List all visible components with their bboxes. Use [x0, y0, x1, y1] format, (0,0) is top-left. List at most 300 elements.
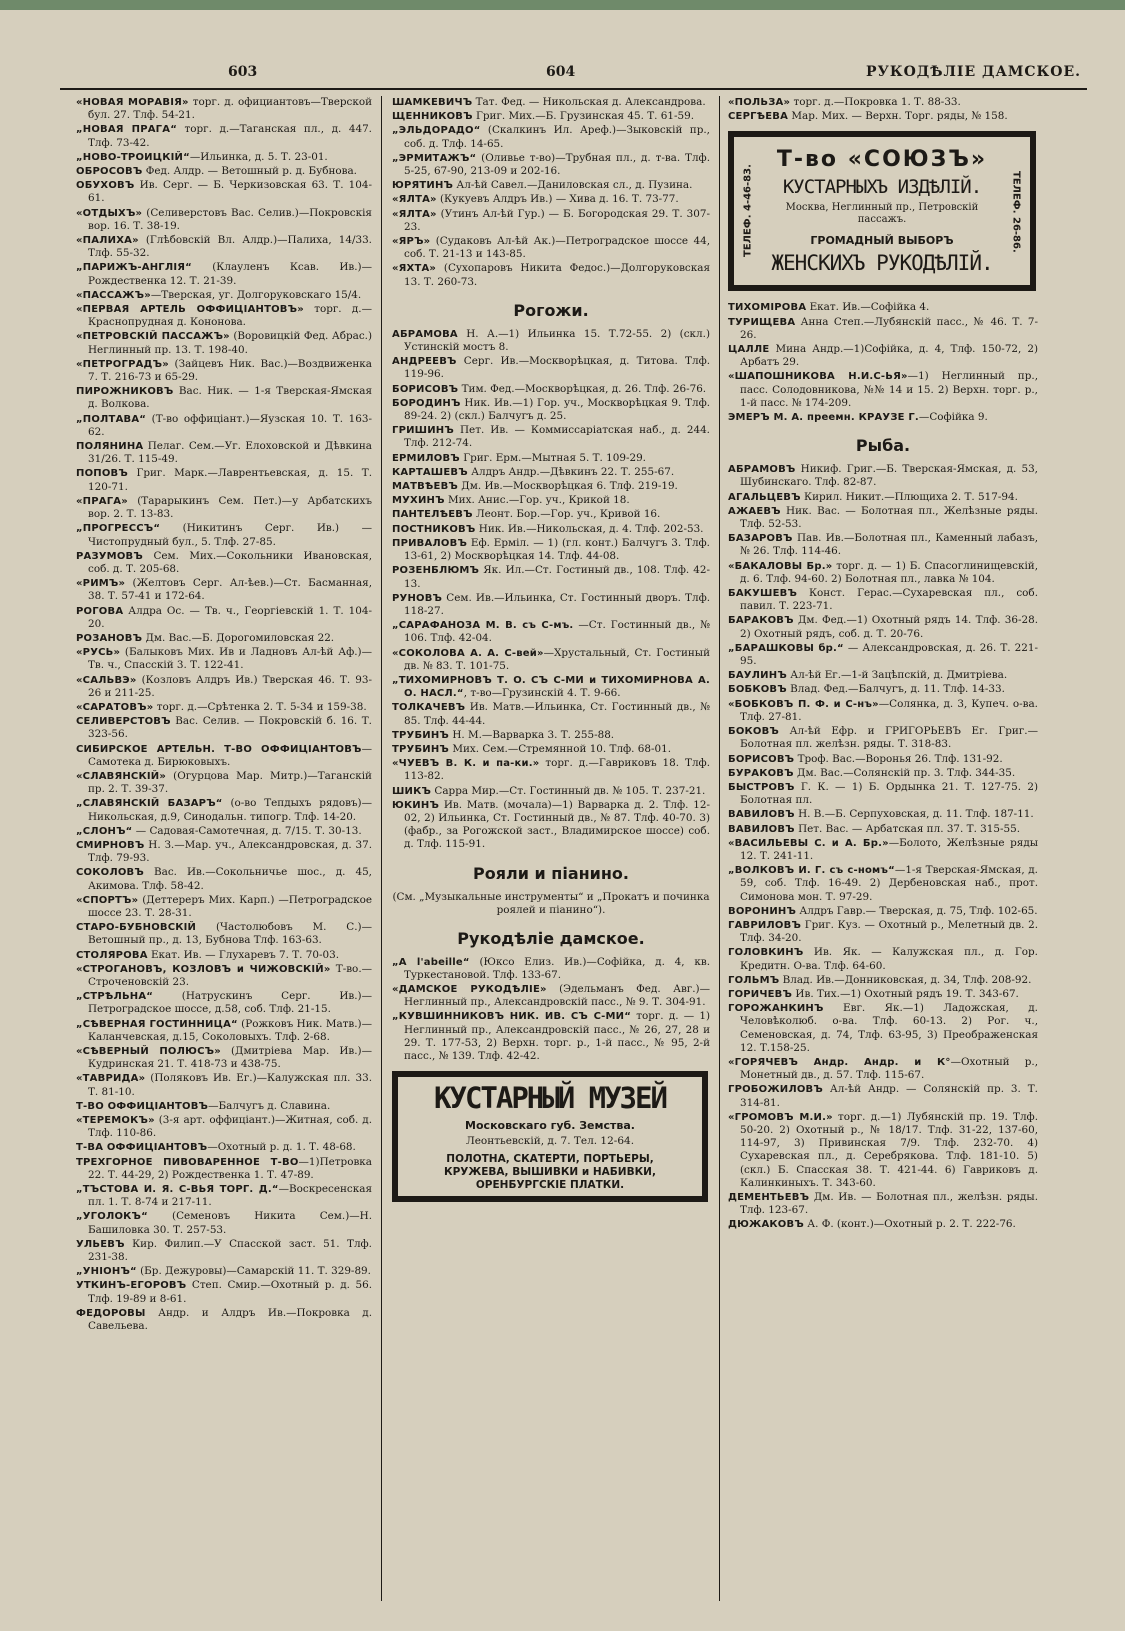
directory-entry	[76, 797, 372, 823]
directory-entry	[392, 729, 710, 742]
entry-name: БОРИСОВЪ	[392, 383, 459, 395]
directory-entry	[392, 328, 710, 354]
entry-name: ВАВИЛОВЪ	[728, 809, 795, 821]
directory-entry	[392, 592, 710, 618]
entry-name: СОКОЛОВЪ	[76, 867, 144, 879]
section-heading-needlework: Рукодѣліе дамское.	[457, 928, 645, 948]
directory-entry	[728, 96, 1038, 109]
entry-name: «ПОЛЬЗА»	[728, 97, 791, 108]
entry-name: „СѢВЕРНАЯ ГОСТИННИЦА“	[76, 1018, 238, 1030]
entry-name: ТРУБИНЪ	[392, 743, 450, 755]
ad-subtitle: КУСТАРНЫХЪ ИЗДѢЛІЙ.	[782, 176, 982, 199]
directory-entry	[76, 839, 372, 865]
directory-entry	[76, 963, 372, 989]
entry-details: Ив. Серг. — Б. Черкизовская 63. Т. 104-61.	[88, 179, 372, 205]
page-header	[60, 62, 1087, 90]
directory-entry	[76, 96, 372, 122]
directory-entry	[76, 151, 372, 164]
entry-details: —Ильинка, д. 5. Т. 23-01.	[189, 150, 328, 163]
entries-needlework-top	[728, 96, 1038, 123]
entry-details: Ив. Матв.—Ильинка, Ст. Гостинный дв., № 85. Тлф. 44-44.	[404, 701, 710, 727]
entry-details: Пет. Вас. — Арбатская пл. 37. Т. 315-55.	[794, 822, 1021, 835]
entry-name: УЛЬЕВЪ	[76, 1238, 125, 1250]
entry-name: «СПОРТЪ»	[76, 894, 139, 906]
entry-name: „A l'abeille“	[392, 956, 470, 968]
directory-entry	[76, 234, 372, 260]
directory-entry	[392, 674, 710, 700]
ad-phone-left: ТЕЛЕФ. 4-46-83.	[742, 164, 754, 258]
directory-entry	[728, 614, 1038, 640]
entry-details: —1-я Тверская-Ямская, д. 59, соб. Тлф. 16-49. 2) Дербеновская наб., прот. Симонова мон. Т. 97-29.	[740, 864, 1038, 903]
ad-phone-right: ТЕЛЕФ. 26-86.	[1010, 170, 1022, 253]
cross-reference-note: (См. „Музыкальные инструменты“ и „Прокатъ и починка роялей и піанино“).	[392, 890, 710, 916]
entry-details: Григ. Куз. — Охотный р., Мелетный дв. 2. Тлф. 34-20.	[740, 918, 1038, 945]
directory-entry	[728, 642, 1038, 668]
directory-entry	[76, 1238, 372, 1264]
entry-details: Мина Андр.—1)Софійка, д. 4, Тлф. 150-72, 2) Арбатъ 29.	[740, 343, 1038, 369]
entries-needlework-rest	[728, 301, 1038, 424]
directory-entry	[728, 370, 1038, 410]
directory-entry	[392, 110, 710, 123]
entry-details: Мар. Мих. — Верхн. Торг. ряды, № 158.	[788, 110, 1008, 123]
entry-name: «ПЕТРОГРАДЪ»	[76, 358, 169, 370]
directory-entry	[728, 919, 1038, 945]
directory-entry	[392, 480, 710, 493]
advertisement-soyuz	[728, 131, 1036, 291]
directory-entry	[728, 532, 1038, 558]
entry-name: «ДАМСКОЕ РУКОДѢЛІЕ»	[392, 983, 547, 995]
column-middle	[392, 96, 710, 1601]
entry-details: Екат. Ив. — Глухаревъ 7. Т. 70-03.	[147, 948, 340, 961]
entry-name: ГРИШИНЪ	[392, 425, 454, 437]
entry-name: БЫСТРОВЪ	[728, 781, 795, 793]
entry-name: БУРАКОВЪ	[728, 767, 794, 779]
directory-entry	[76, 1183, 372, 1209]
entry-details: (Рожковъ Ник. Матв.)—Каланчевская, д.15, Соколовыхъ. Тлф. 2-68.	[88, 1017, 372, 1043]
page-number: 604	[546, 64, 576, 80]
entry-details: (Скалкинъ Ил. Ареф.)—Зыковскій пр., соб. д. Тлф. 14-65.	[404, 124, 710, 150]
entry-details: Влад. Фед.—Балчугъ, д. 11. Тлф. 14-33.	[786, 683, 1005, 696]
entry-details: (Семеновъ Никита Сем.)—Н. Башиловка 30. Т. 257-53.	[88, 1210, 372, 1236]
entry-details: Никиф. Григ.—Б. Тверская-Ямская, д. 53, Шубинскаго. Тлф. 82-87.	[740, 463, 1038, 489]
entry-name: ТУРИЩЕВА	[728, 316, 796, 328]
entry-details: Сарра Мир.—Ст. Гостинный дв. № 105. Т. 237-21.	[431, 784, 706, 797]
entry-name: „ЭЛЬДОРАДО“	[392, 125, 481, 137]
section-heading-rogozhi: Рогожи.	[513, 300, 589, 320]
entry-name: «СЛАВЯНСКІЙ»	[76, 770, 166, 782]
entry-details: Пав. Ив.—Болотная пл., Каменный лабазъ, № 26. Тлф. 114-46.	[740, 532, 1038, 558]
directory-entry	[76, 743, 372, 769]
directory-entry	[76, 179, 372, 205]
ad-title: КУСТАРНЫЙ МУЗЕЙ	[434, 1081, 666, 1116]
entry-details: —Ст. Гостинный дв., № 106. Тлф. 42-04.	[404, 619, 710, 645]
directory-entry	[728, 698, 1038, 724]
left-page-number: 603	[228, 64, 258, 80]
entry-name: ВОРОНИНЪ	[728, 905, 797, 917]
entry-details: Серг. Ив.—Москворѣцкая, д. Титова. Тлф. 119-96.	[404, 355, 710, 381]
entry-name: ГОЛЬМЪ	[728, 974, 780, 986]
entry-details: Ив. Як. — Калужская пл., д. Гор. Кредитн. О-ва. Тлф. 64-60.	[740, 946, 1038, 972]
entries-fish	[728, 463, 1038, 1231]
entry-name: «ПЕРВАЯ АРТЕЛЬ ОФФИЦІАНТОВЪ»	[76, 304, 304, 316]
entry-details: (Сухопаровъ Никита Федос.)—Долгоруковская 13. Т. 260-73.	[404, 262, 710, 288]
entry-details: Кирил. Никит.—Плющиха 2. Т. 517-94.	[800, 490, 1018, 503]
entry-name: Т-ВА ОФФИЦІАНТОВЪ	[76, 1142, 208, 1154]
entry-details: (о-во Тепдыхъ рядовъ)—Никольская, д.9, Синодальн. типогр. Тлф. 14-20.	[88, 797, 372, 823]
entry-name: РОЗЕНБЛЮМЪ	[392, 565, 480, 577]
directory-entry	[76, 261, 372, 287]
entry-name: ФЕДОРОВЫ	[76, 1307, 146, 1319]
entry-name: «САРАТОВЪ»	[76, 701, 154, 713]
entry-name: «ТАВРИДА»	[76, 1073, 146, 1085]
entry-name: ПОСТНИКОВЪ	[392, 523, 476, 535]
entry-name: «ПЕТРОВСКІЙ ПАССАЖЪ»	[76, 331, 230, 343]
entry-name: «ТЕРЕМОКЪ»	[76, 1115, 155, 1127]
entry-details: Ал-ѣй Андр. — Солянскій пр. 3. Т. 314-81.	[740, 1083, 1038, 1109]
entry-name: «БАКАЛОВЫ Бр.»	[728, 560, 833, 572]
entry-details: торг. д.—Краснопрудная д. Кононова.	[88, 303, 372, 329]
entry-name: ШИКЪ	[392, 785, 432, 797]
entry-details: Влад. Ив.—Донниковская, д. 34, Тлф. 208-92.	[779, 973, 1032, 986]
entry-details: (Зайцевъ Ник. Вас.)—Воздвиженка 7. Т. 216-73 и 65-29.	[88, 357, 372, 384]
entry-details: Дм. Фед.—1) Охотный рядъ 14. Тлф. 36-28. 2) Охотный рядъ, соб. д. Т. 20-76.	[740, 614, 1038, 640]
entry-name: „НОВАЯ ПРАГА“	[76, 124, 177, 136]
directory-entry	[76, 866, 372, 892]
directory-entry	[76, 577, 372, 603]
entry-name: ГРОБОЖИЛОВЪ	[728, 1084, 823, 1096]
directory-entry	[76, 1072, 372, 1098]
directory-entry	[728, 343, 1038, 369]
entry-name: «ЯЛТА»	[392, 194, 437, 206]
directory-entry	[76, 1045, 372, 1071]
directory-entry	[728, 837, 1038, 863]
entry-details: Алдръ Андр.—Дѣвкинъ 22. Т. 255-67.	[467, 465, 675, 478]
directory-entry	[728, 505, 1038, 531]
entry-details: (Оливье т-во)—Трубная пл., д. т-ва. Тлф. 5-25, 67-90, 213-09 и 202-16.	[404, 151, 710, 178]
entry-details: — Садовая-Самотечная, д. 7/15. Т. 30-13.	[132, 824, 362, 837]
entry-name: «ЯРЪ»	[392, 236, 431, 248]
entry-details: —Самотека д. Бирюковыхъ.	[88, 742, 372, 768]
directory-entry	[728, 669, 1038, 682]
entry-details: А. Ф. (конт.)—Охотный р. 2. Т. 222-76.	[803, 1218, 1016, 1231]
entry-name: „ТИХОМИРНОВЪ Т. О. СЪ С-МИ и ТИХОМИРНОВА А. О. НАСЛ.“	[392, 674, 710, 700]
entry-name: «ПРАГА»	[76, 495, 128, 507]
directory-entry	[76, 1100, 372, 1113]
entry-details: — Александровская, д. 26. Т. 221-95.	[740, 641, 1038, 668]
entry-name: СТОЛЯРОВА	[76, 949, 148, 961]
entry-name: «ВАСИЛЬЕВЫ С. и А. Бр.»	[728, 837, 889, 849]
entry-details: Леонт. Бор.—Гор. уч., Кривой 16.	[472, 508, 661, 521]
entry-details: торг. д. — 1) Неглинный пр., Александровскій пасс., № 26, 27, 28 и 29. Т. 177-53, 2) Верхн. торг. р., 1-й пасс., № 95, 2-й пасс., № 139. Тлф. 42-42.	[404, 1010, 710, 1062]
entry-name: „ПОЛТАВА“	[76, 413, 147, 425]
entry-details: (Никитинъ Серг. Ив.) — Чистопрудный бул., 5. Тлф. 27-85.	[88, 522, 372, 548]
entry-name: ОБУХОВЪ	[76, 180, 135, 192]
entry-name: БОБКОВЪ	[728, 684, 787, 696]
entry-details: Андр. и Алдръ Ив.—Покровка д. Савельева.	[88, 1306, 372, 1333]
entry-details: Пет. Ив. — Коммиссаріатская наб., д. 244. Тлф. 212-74.	[404, 424, 710, 450]
entry-details: Ив. Тих.—1) Охотный рядъ 19. Т. 343-67.	[792, 987, 1019, 1000]
directory-entry	[728, 316, 1038, 342]
ad-subtitle: Московскаго губ. Земства.	[465, 1119, 635, 1133]
entry-name: ГАВРИЛОВЪ	[728, 919, 802, 931]
entry-details: Фед. Алдр. — Ветошный р. д. Бубнова.	[142, 165, 357, 178]
entry-details: (Желтовъ Серг. Ал-ѣев.)—Ст. Басманная, 38. Т. 57-41 и 172-64.	[88, 577, 372, 603]
directory-entry	[728, 1111, 1038, 1190]
entry-details: —Софійка 9.	[918, 411, 988, 424]
entry-name: «ГРОМОВЪ М.И.»	[728, 1111, 833, 1123]
entry-name: ТОЛКАЧЕВЪ	[392, 702, 466, 714]
entry-name: ПИРОЖНИКОВЪ	[76, 386, 174, 398]
directory-entry	[392, 523, 710, 536]
entry-details: Григ. Ерм.—Мытная 5. Т. 109-29.	[459, 451, 646, 464]
entry-name: БАКУШЕВЪ	[728, 588, 798, 600]
entry-name: ГОРИЧЕВЪ	[728, 988, 793, 1000]
entry-name: ДЮЖАКОВЪ	[728, 1219, 804, 1231]
entry-details: Степ. Смир.—Охотный р. д. 56. Тлф. 19-89 и 8-61.	[88, 1279, 372, 1305]
directory-entry	[76, 605, 372, 631]
directory-entry	[392, 983, 710, 1009]
entry-details: Алдра Ос. — Тв. ч., Георгіевскій 1. Т. 104-20.	[88, 604, 372, 630]
entry-details: Конст. Герас.—Сухаревская пл., соб. павил. Т. 223-71.	[740, 587, 1038, 613]
entry-name: «ЯЛТА»	[392, 208, 437, 220]
running-head: РУКОДѢЛІЕ ДАМСКОЕ.	[865, 64, 1081, 80]
entry-details: (Козловъ Алдръ Ив.) Тверская 46. Т. 93-26 и 211-25.	[88, 673, 372, 699]
entry-details: (Поляковъ Ив. Ег.)—Калужская пл. 33. Т. 81-10.	[88, 1072, 372, 1098]
entry-name: БАУЛИНЪ	[728, 670, 787, 682]
entries-needlework	[392, 956, 710, 1064]
entry-details: —Солянка, д. 3, Купеч. о-ва. Тлф. 27-81.	[740, 697, 1038, 723]
directory-entry	[392, 124, 710, 150]
directory-entry	[76, 303, 372, 329]
directory-entry	[728, 587, 1038, 613]
directory-entry	[728, 946, 1038, 972]
directory-entry	[728, 905, 1038, 918]
entry-details: (Глѣбовскій Вл. Алдр.)—Палиха, 14/33. Тлф. 55-32.	[88, 234, 372, 260]
directory-entry	[728, 1218, 1038, 1231]
directory-entry	[392, 452, 710, 465]
entry-details: Дм. Ив.—Москворѣцкая 6. Тлф. 219-19.	[458, 480, 678, 493]
entry-name: КАРТАШЕВЪ	[392, 466, 468, 478]
entry-name: „САРАФАНОЗА М. В. съ С-мъ.	[392, 620, 574, 632]
entry-name: «ГОРЯЧЕВЪ Андр. Андр. и К°	[728, 1056, 951, 1068]
directory-entry	[392, 619, 710, 645]
entry-details: (Клауленъ Ксав. Ив.)—Рождественка 12. Т. 21-39.	[88, 261, 372, 287]
entry-details: Еф. Ерміл. — 1) (гл. конт.) Балчугъ 3. Тлф. 13-61, 2) Москворѣцкая 14. Тлф. 44-08.	[404, 536, 710, 563]
advertisement-museum	[392, 1071, 708, 1202]
entry-details: Сем. Мих.—Сокольники Ивановская, соб. д. Т. 205-68.	[88, 549, 372, 575]
directory-entry	[392, 956, 710, 982]
directory-entry	[76, 207, 372, 233]
directory-entry	[728, 110, 1038, 123]
entry-details: Троф. Вас.—Воронья 26. Тлф. 131-92.	[794, 752, 1003, 765]
entry-details: (Частолюбовъ М. С.)—Ветошный пр., д. 13, Бубнова Тлф. 163-63.	[88, 921, 372, 947]
entry-details: торг. д.—Покровка 1. Т. 88-33.	[790, 96, 961, 108]
directory-entry	[76, 330, 372, 356]
entry-details: торг. д.—Гавриковъ 18. Тлф. 113-82.	[404, 757, 710, 783]
entry-name: «СТРОГАНОВЪ, КОЗЛОВЪ и ЧИЖОВСКІЙ»	[76, 963, 331, 975]
entry-details: (Эдельманъ Фед. Авг.)—Неглинный пр., Александровскій пасс., № 9. Т. 304-91.	[404, 982, 710, 1009]
entry-name: «БОБКОВЪ П. Ф. и С-нъ»	[728, 698, 879, 710]
entry-details: (Деттереръ Мих. Карп.) —Петроградское шоссе 23. Т. 28-31.	[88, 893, 372, 919]
entry-details: Ал-ѣй Ег.—1-й Зацѣпскій, д. Дмитріева.	[786, 669, 1008, 682]
entry-name: БАЗАРОВЪ	[728, 533, 793, 545]
entry-name: СЕЛИВЕРСТОВЪ	[76, 716, 171, 728]
entry-name: «ЧУЕВЪ В. К. и па-ки.»	[392, 758, 540, 770]
directory-entry	[76, 674, 372, 700]
entry-name: „ПАРИЖЪ-АНГЛІЯ“	[76, 262, 192, 274]
directory-entry	[392, 466, 710, 479]
directory-entry	[76, 495, 372, 521]
column-restaurants	[76, 96, 372, 1601]
entry-details: Г. К. — 1) Б. Ордынка 21. Т. 127-75. 2) Болотная пл.	[740, 780, 1038, 807]
entry-name: „СЛОНЪ“	[76, 825, 133, 837]
ad-address: Москва, Неглинный пр., Петровскій пассажъ.	[785, 202, 979, 226]
entry-details: (Селиверстовъ Вас. Селив.)—Покровскія вор. 16. Т. 38-19.	[88, 206, 372, 232]
directory-entry	[728, 781, 1038, 807]
directory-entry	[392, 152, 710, 178]
entry-name: ЦАЛЛЕ	[728, 344, 770, 356]
entry-name: СИБИРСКОЕ АРТЕЛЬН. Т-ВО ОФФИЦІАНТОВЪ	[76, 743, 362, 755]
entry-details: Евг. Як.—1) Ладожская, д. Человѣколюб. о-ва. Тлф. 60-13. 2) Рог. ч., Семеновская, д. 74, Тлф. 63-95, 3) Преображенская 12. Т.158-25.	[740, 1002, 1038, 1054]
binding-strip	[0, 0, 1125, 10]
directory-entry	[76, 1018, 372, 1044]
directory-entry	[76, 949, 372, 962]
entry-details: Анна Степ.—Лубянскій пасс., № 46. Т. 7-26.	[740, 315, 1038, 341]
entry-name: ЮРЯТИНЪ	[392, 180, 454, 192]
directory-entry	[728, 1002, 1038, 1055]
entry-name: «ОТДЫХЪ»	[76, 207, 143, 219]
entry-name: „КУВШИННИКОВЪ НИК. ИВ. СЪ С-МИ“	[392, 1011, 631, 1023]
directory-entry	[392, 424, 710, 450]
ad-firm-name: Т-во «СОЮЗЪ»	[776, 147, 988, 173]
entry-name: ДЕМЕНТЬЕВЪ	[728, 1192, 810, 1203]
entry-details: Пелаг. Сем.—Уг. Елоховской и Дѣвкина 31/26. Т. 115-49.	[88, 440, 372, 466]
directory-entry	[392, 262, 710, 288]
entries-rogozhi	[392, 328, 710, 852]
entry-name: СМИРНОВЪ	[76, 839, 145, 851]
directory-entry	[76, 440, 372, 466]
entry-details: (Воровицкій Фед. Абрас.) Неглинный пр. 13. Т. 198-40.	[88, 330, 372, 356]
entry-name: «СѢВЕРНЫЙ ПОЛЮСЪ»	[76, 1046, 221, 1058]
directory-entry	[728, 974, 1038, 987]
directory-entry	[76, 413, 372, 439]
entry-name: БОРОДИНЪ	[392, 397, 461, 409]
directory-entry	[392, 397, 710, 423]
entry-details: Вас. Ник. — 1-я Тверская-Ямская д. Волкова.	[88, 385, 372, 411]
entry-name: АНДРЕЕВЪ	[392, 356, 457, 368]
entry-details: —1) Неглинный пр., пасс. Солодовникова, №№ 14 и 15. 2) Верхн. торг. р., 1-й пасс. № 174-209.	[740, 370, 1038, 409]
directory-entry	[76, 550, 372, 576]
directory-entry	[728, 1083, 1038, 1109]
entry-details: (Судаковъ Ал-ѣй Ак.)—Петроградское шоссе 44, соб. Т. 21-13 и 143-85.	[404, 235, 710, 261]
entry-details: Григ. Мих.—Б. Грузинская 45. Т. 61-59.	[472, 110, 695, 123]
directory-entry	[728, 560, 1038, 586]
entry-name: РОЗАНОВЪ	[76, 632, 143, 644]
entry-name: АБРАМОВЪ	[728, 464, 796, 476]
entry-name: АЖАЕВЪ	[728, 505, 781, 517]
directory-entry	[392, 179, 710, 192]
directory-entry	[728, 463, 1038, 489]
entry-details: торг. д. официантовъ—Тверской бул. 27. Тлф. 54-21.	[88, 96, 372, 122]
entry-details: —Балчугъ д. Славина.	[208, 1099, 331, 1112]
entry-details: —Тверская, уг. Долгоруковскаго 15/4.	[150, 288, 362, 301]
directory-entry	[76, 701, 372, 714]
ad-goods-line: ПОЛОТНА, СКАТЕРТИ, ПОРТЬЕРЫ,	[446, 1153, 654, 1166]
directory-entry	[76, 825, 372, 838]
entry-details: Сем. Ив.—Ильинка, Ст. Гостинный дворъ. Тлф. 118-27.	[404, 591, 710, 617]
directory-entry	[392, 1010, 710, 1063]
entry-details: Ник. Ив.—Никольская, д. 4. Тлф. 202-53.	[475, 522, 704, 535]
entry-name: ПРИВАЛОВЪ	[392, 537, 468, 549]
entry-name: ТРЕХГОРНОЕ ПИВОВАРЕННОЕ Т-ВО	[76, 1156, 299, 1168]
directory-entry	[76, 1156, 372, 1182]
entry-details: (Дмитріева Мар. Ив.)—Кудринская 21. Т. 418-73 и 438-75.	[88, 1045, 372, 1071]
entry-details: (Тарарыкинъ Сем. Пет.)—у Арбатскихъ вор. 2. Т. 13-83.	[88, 494, 372, 521]
entry-details: (3-я арт. оффиціант.)—Житная, соб. д. Тлф. 110-86.	[88, 1114, 372, 1140]
entry-details: Дм. Вас.—Б. Дорогомиловская 22.	[142, 631, 335, 644]
entry-name: АГАЛЬЦЕВЪ	[728, 491, 801, 503]
directory-entry	[728, 753, 1038, 766]
directory-entry	[728, 491, 1038, 504]
entry-details: Григ. Марк.—Лаврентьевская, д. 15. Т. 120-71.	[88, 467, 372, 493]
entry-name: МУХИНЪ	[392, 495, 445, 507]
directory-entry	[728, 767, 1038, 780]
entry-details: торг. д.—1) Лубянскій пр. 19. Тлф. 50-20. 2) Охотный р., № 18/17. Тлф. 31-22, 137-60, 114-97, 3) Привинская 7/9. Тлф. 232-70. 4) Сухаревская пл., д. Серебрякова. Тлф. 181-10. 5)(скл.) Б. Спасская 38. Т. 421-44. 6) Гавриковъ д. Калинкиныхъ. Т. 343-60.	[740, 1110, 1038, 1189]
entry-details: (Бр. Дежуровы)—Самарскій 11. Т. 329-89.	[136, 1265, 371, 1278]
directory-entry	[728, 823, 1038, 836]
entry-details: Ал-ѣй Савел.—Даниловская сл., д. Пузина.	[453, 179, 693, 192]
directory-entry	[728, 411, 1038, 424]
entry-name: «ЯХТА»	[392, 263, 437, 275]
directory-entry	[392, 785, 710, 798]
directory-entry	[76, 646, 372, 672]
entry-name: ГОРОЖАНКИНЪ	[728, 1003, 824, 1015]
directory-entry	[76, 467, 372, 493]
directory-entry	[76, 165, 372, 178]
entry-name: АБРАМОВА	[392, 328, 458, 340]
entry-name: СЕРГѢЕВА	[728, 111, 789, 123]
entry-name: ЕРМИЛОВЪ	[392, 452, 460, 464]
directory-entry	[392, 564, 710, 590]
entry-details: Н. А.—1) Ильинка 15. Т.72-55. 2) (скл.) Устинскій мостъ 8.	[404, 327, 710, 354]
entry-details: , т-во—Грузинскій 4. Т. 9-66.	[463, 687, 621, 700]
column-right	[728, 96, 1038, 1601]
section-heading-fish: Рыба.	[855, 436, 911, 456]
directory-entry	[76, 123, 372, 149]
ad-goods	[404, 1153, 696, 1192]
directory-entry	[76, 770, 372, 796]
directory-entry	[392, 235, 710, 261]
ad-slogan-main: ЖЕНСКИХЪ РУКОДѢЛІЙ.	[771, 251, 993, 276]
entry-details: (Натрускинъ Серг. Ив.)—Петроградское шоссе, д.58, соб. Тлф. 21-15.	[88, 990, 372, 1016]
entry-name: „УНІОНЪ“	[76, 1266, 137, 1278]
directory-entry	[76, 289, 372, 302]
entry-details: Тим. Фед.—Москворѣцкая, д. 26. Тлф. 26-76.	[458, 382, 707, 395]
entry-details: Ник. Вас. — Болотная пл., Желѣзные ряды. Тлф. 52-53.	[740, 504, 1038, 531]
directory-entry	[728, 301, 1038, 314]
entry-name: ПОПОВЪ	[76, 468, 128, 480]
entry-name: ШАМКЕВИЧЪ	[392, 97, 473, 108]
entry-details: —Охотный р., Монетный дв., д. 57. Тлф. 115-67.	[740, 1055, 1038, 1082]
entry-name: ПОЛЯНИНА	[76, 441, 144, 453]
entry-details: Н. В.—Б. Серпуховская, д. 11. Тлф. 187-11.	[794, 808, 1034, 821]
directory-entry	[392, 208, 710, 234]
entry-details: Ник. Ив.—1) Гор. уч., Москворѣцкая 9. Тлф. 89-24. 2) (скл.) Балчугъ д. 25.	[404, 396, 710, 423]
entry-details: (Т-во оффиціант.)—Яузская 10. Т. 163-62.	[88, 412, 372, 438]
entry-name: „УГОЛОКЪ“	[76, 1211, 148, 1223]
directory-entry	[392, 701, 710, 727]
directory-entry	[76, 385, 372, 411]
